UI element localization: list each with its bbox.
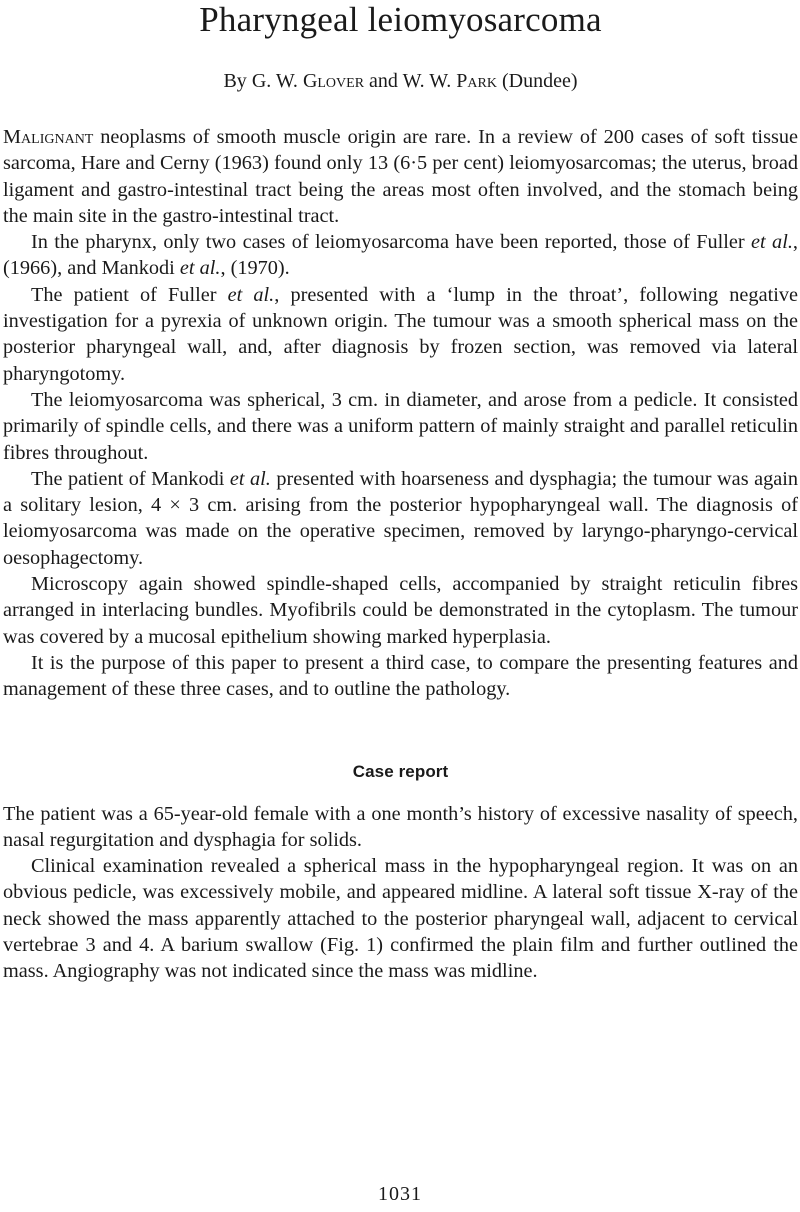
author2-initials: W. W. bbox=[402, 70, 457, 92]
intro-paragraph-2-text-b: , (1966), and Mankodi bbox=[3, 231, 798, 280]
byline-prefix: By bbox=[223, 70, 252, 92]
intro-paragraph-3-text-a: The patient of Fuller bbox=[31, 283, 228, 306]
intro-paragraph-2-text-a: In the pharynx, only two cases of leiomyosarcoma have been reported, those of Fuller bbox=[31, 231, 752, 254]
introduction-section bbox=[3, 124, 798, 703]
case-paragraph-1: The patient was a 65-year-old female with a one month’s history of excessive nasality of speech, nasal regurgitation and dysphagia for solids. bbox=[3, 802, 798, 851]
author1-initials: G. W. bbox=[251, 70, 303, 92]
author-affiliation: (Dundee) bbox=[496, 70, 578, 92]
intro-paragraph-5-text-b: presented with hoarseness and dysphagia; the tumour was again a solitary lesion, 4 × 3 cm. arising from the posterior hypopharyngeal wall. The diagnosis of leiomyosarcoma was made on the operative specimen, removed by laryngo-pharyngo-cervical oesophagectomy. bbox=[3, 467, 799, 569]
intro-paragraph-2-text-c: , (1970). bbox=[220, 257, 290, 280]
page-number: 1031 bbox=[378, 1183, 422, 1205]
intro-paragraph-1-text: neoplasms of smooth muscle origin are rare. In a review of 200 cases of soft tissue sarcoma, Hare and Cerny (1963) found only 13 (6·5 per cent) leiomyosarcomas; the uterus, broad ligament and gastro-intestinal tract being the areas most often involved, and the stomach being the main site in the gastro-intestinal tract. bbox=[3, 126, 798, 227]
case-paragraph-2: Clinical examination revealed a spherical mass in the hypopharyngeal region. It was on an obvious pedicle, was excessively mobile, and appeared midline. A lateral soft tissue X-ray of the neck showed the mass apparently attached to the posterior pharyngeal wall, adjacent to cervical vertebrae 3 and 4. A barium swallow (Fig. 1) confirmed the plain film and further outlined the mass. Angiography was not indicated since the mass was midline. bbox=[3, 855, 798, 983]
intro-paragraph-6: Microscopy again showed spindle-shaped cells, accompanied by straight reticulin fibres arranged in interlacing bundles. Myofibrils could be demonstrated in the cytoplasm. The tumour was covered by a mucosal epithelium showing marked hyperplasia. bbox=[3, 573, 798, 648]
intro-paragraph-5-text-a: The patient of Mankodi bbox=[31, 467, 230, 490]
intro-paragraph-5 bbox=[3, 466, 798, 571]
drop-lead-word: Malignant bbox=[3, 126, 94, 148]
author2-surname: Park bbox=[456, 70, 497, 92]
article-title: Pharyngeal leiomyosarcoma bbox=[199, 0, 602, 39]
intro-paragraph-3 bbox=[3, 282, 798, 387]
author-byline bbox=[3, 68, 798, 94]
case-report-section bbox=[3, 801, 798, 985]
author1-surname: Glover bbox=[302, 70, 365, 92]
citation-et-al: et al. bbox=[179, 257, 221, 280]
intro-paragraph-4: The leiomyosarcoma was spherical, 3 cm. in diameter, and arose from a pedicle. It consisted primarily of spindle cells, and there was a uniform pattern of mainly straight and parallel reticulin fibres throughout. bbox=[3, 388, 798, 464]
intro-paragraph-1 bbox=[3, 124, 798, 229]
case-report-heading: Case report bbox=[352, 761, 449, 781]
citation-et-al: et al. bbox=[751, 231, 793, 254]
citation-et-al: et al. bbox=[229, 467, 271, 490]
intro-paragraph-7: It is the purpose of this paper to present a third case, to compare the presenting features and management of these three cases, and to outline the pathology. bbox=[3, 651, 798, 701]
citation-et-al: et al. bbox=[227, 283, 275, 306]
byline-conjunction: and bbox=[364, 70, 403, 92]
intro-paragraph-3-text-b: , presented with a ‘lump in the throat’, following negative investigation for a pyrexia of unknown origin. The tumour was a smooth spherical mass on the posterior pharyngeal wall, and, after diagnosis by frozen section, was removed via lateral pharyngotomy. bbox=[3, 283, 798, 385]
intro-paragraph-2 bbox=[3, 229, 798, 282]
